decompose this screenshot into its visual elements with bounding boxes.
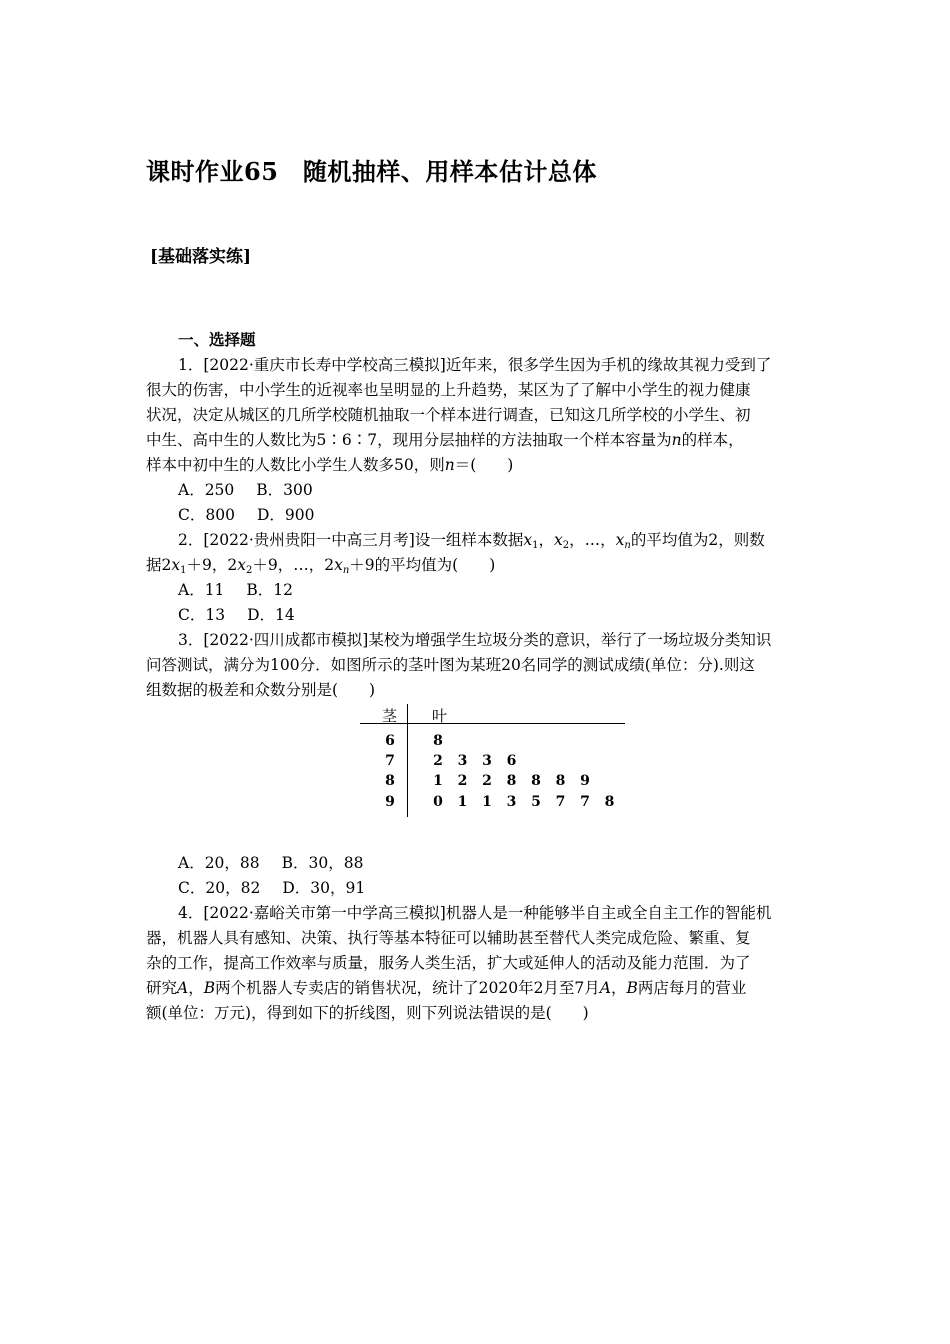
leaf-header: 叶 [432,707,448,725]
q1-options-row-1 [178,480,313,500]
stem-value: 8 [385,773,395,789]
part-heading: 一、选择题 [178,330,256,349]
leaf-value: 7 [580,794,590,810]
stem-value: 7 [385,753,395,769]
q1-line-2: 很大的伤害，中小学生的近视率也呈明显的上升趋势，某区为了了解中小学生的视力健康 [146,381,751,399]
leaf-value: 0 [433,794,443,810]
leaf-value: 8 [555,773,566,789]
leaf-value: 3 [482,753,492,769]
leaf-value: 8 [506,773,517,789]
leaf-value: 2 [433,753,443,769]
q4-line-3: 杂的工作，提高工作效率与质量，服务人类生活，扩大或延伸人的活动及能力范围．为了 [146,954,751,972]
q3-line-1: 3．[2022·四川成都市模拟]某校为增强学生垃圾分类的意识，举行了一场垃圾分类知识 [178,631,772,649]
q1-line-4: 中生、高中生的人数比为5∶6∶7，现用分层抽样的方法抽取一个样本容量为n的样本， [146,431,744,449]
q4-line-5: 额(单位：万元)，得到如下的折线图，则下列说法错误的是( ) [146,1004,589,1022]
q3-option-d: D．30，91 [282,879,366,897]
leaf-value: 8 [433,733,443,749]
q2-option-a: A．11 [178,581,225,599]
leaf-value: 3 [506,794,517,810]
stem-header: 茎 [382,707,398,725]
stem-value: 6 [385,733,395,749]
q4-line-4: 研究A，B两个机器人专卖店的销售状况，统计了2020年2月至7月A，B两店每月的营业 [146,979,747,997]
leaf-value: 9 [580,773,590,789]
leaf-value: 1 [433,773,443,789]
q1-options-row-2 [178,505,314,525]
q3-options-row-1 [178,853,363,873]
q1-option-d: D．900 [256,506,315,524]
q3-line-2: 问答测试，满分为100分．如图所示的茎叶图为某班20名同学的测试成绩(单位：分).则这 [146,656,755,674]
section-heading: [基础落实练] [150,247,252,267]
page-title: 课时作业65 随机抽样、用样本估计总体 [146,157,597,186]
stem-leaf-plot [360,704,625,819]
q2-option-c: C．13 [178,606,226,624]
q3-option-c: C．20，82 [178,879,261,897]
q1-option-b: B．300 [256,481,313,499]
stem-value: 9 [385,794,395,810]
q3-option-b: B．30，88 [281,854,364,872]
q1-line-5: 样本中初中生的人数比小学生人数多50，则n＝( ) [146,456,514,474]
leaf-value: 6 [506,753,517,769]
leaf-value: 8 [531,773,541,789]
plot-stem-rule [407,704,408,817]
q1-option-a: A．250 [178,481,235,499]
q1-option-c: C．800 [178,506,235,524]
q3-options-row-2 [178,878,365,898]
q2-options-row-1 [178,580,293,600]
q2-line-1: 2．[2022·贵州贵阳一中高三月考]设一组样本数据$x_1$，$x_2$，…，$x_n$的平均值为2，则数 [178,531,765,551]
q2-options-row-2 [178,605,295,625]
leaf-value: 8 [604,794,615,810]
leaf-value: 1 [482,794,492,810]
leaf-value: 3 [457,753,468,769]
leaf-value: 2 [457,773,468,789]
q2-line-2: 据$2x_1+9$，$2x_2+9$，…，$2x_n+9$的平均值为( ) [146,556,496,576]
leaf-value: 5 [531,794,541,810]
q4-line-2: 器，机器人具有感知、决策、执行等基本特征可以辅助甚至替代人类完成危险、繁重、复 [146,929,751,947]
q4-line-1: 4．[2022·嘉峪关市第一中学高三模拟]机器人是一种能够半自主或全自主工作的智能机 [178,904,772,922]
q1-line-3: 状况，决定从城区的几所学校随机抽取一个样本进行调查，已知这几所学校的小学生、初 [146,406,751,424]
leaf-value: 2 [482,773,492,789]
q3-option-a: A．20，88 [178,854,260,872]
plot-header-rule [360,723,625,724]
q3-line-3: 组数据的极差和众数分别是( ) [146,681,376,699]
q2-option-b: B．12 [246,581,294,599]
q2-option-d: D．14 [247,606,295,624]
leaf-value: 1 [457,794,468,810]
q1-line-1: 1．[2022·重庆市长寿中学校高三模拟]近年来，很多学生因为手机的缘故其视力受到了 [178,356,772,374]
leaf-value: 7 [555,794,566,810]
